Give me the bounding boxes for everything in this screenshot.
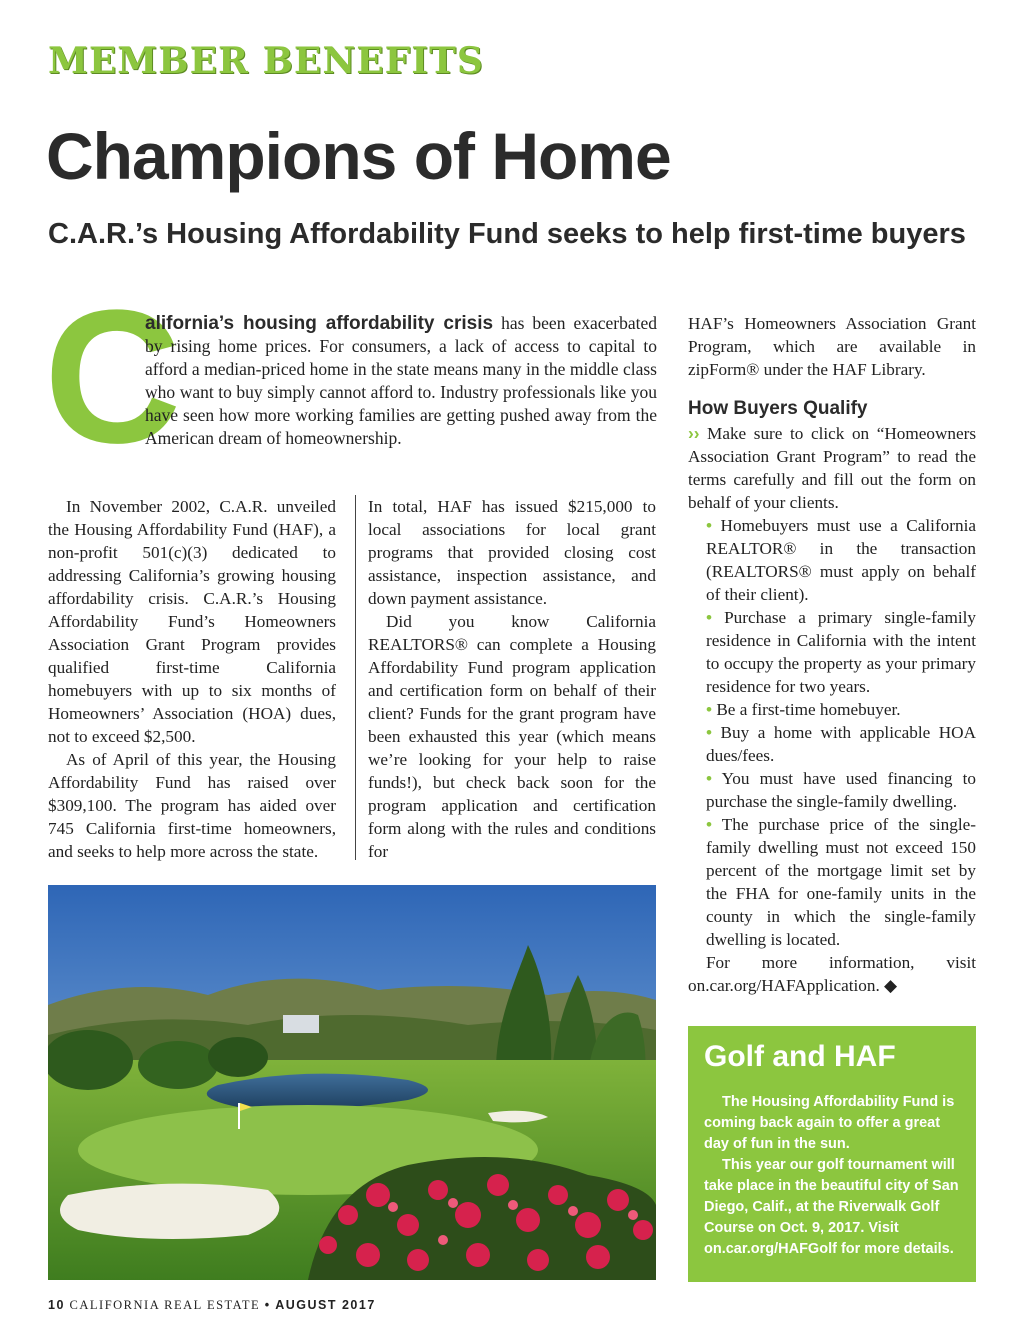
column2-paragraph-2: Did you know California REALTORS® can complete a Housing Affordability Fund program application and certification form on behalf of their client? Funds for the grant program have been exhausted this year (which means we’re looking for your help to raise funds!), but check back soon for the program application and certification form along with the rules and conditions for [368,612,656,861]
column3-intro: HAF’s Homeowners Association Grant Program, which are available in zipForm® under the HAF Library. [688,314,976,379]
instruction-text: Make sure to click on “Homeowners Association Grant Program” to read the terms carefully and fill out the form on behalf of your clients. [688,424,977,512]
column1-paragraph-2: As of April of this year, the Housing Affordability Fund has raised over $309,100. The program has aided over 745 California first-time homeowners, and seeks to help more across the state. [48,750,336,861]
golf-sidebar-title: Golf and HAF [704,1040,896,1073]
bullet-dot-icon: • [706,769,713,788]
bullet-dot-icon: • [706,815,713,834]
issue-date: AUGUST 2017 [275,1298,376,1312]
article-column-1 [48,495,336,863]
column-divider [355,495,356,860]
qualify-bullet [688,767,976,813]
qualify-bullet [688,606,976,698]
bullet-dot-icon: • [706,700,713,719]
column3-closing: For more information, visit on.car.org/HAFApplication. ◆ [688,953,976,995]
golf-course-illustration [48,885,656,1280]
qualify-bullet [688,813,976,951]
page-title: Champions of Home [46,119,671,193]
column2-paragraph-1: In total, HAF has issued $215,000 to local associations for local grant programs that provided closing cost assistance, inspection assistance, and down payment assistance. [368,497,656,608]
drop-cap: C [44,271,182,483]
qualify-bullet [688,698,976,721]
qualify-bullet [688,721,976,767]
footer-separator: • [264,1298,271,1312]
column3-instruction [688,422,976,514]
bullet-text: Homebuyers must use a California REALTOR® in the transaction (REALTORS® must apply on behalf of their client). [706,516,976,604]
bullet-dot-icon: • [706,723,713,742]
publication-name: CALIFORNIA REAL ESTATE [69,1298,261,1312]
section-label: MEMBER BENEFITS [48,40,484,82]
bullet-text: You must have used financing to purchase the single-family dwelling. [706,769,976,811]
golf-course-photo [48,885,656,1280]
golf-sidebar-text [704,1092,964,1260]
golf-sidebar-paragraph-1: The Housing Affordability Fund is coming back again to offer a great day of fun in the sun. [704,1094,955,1152]
page-footer [48,1298,376,1313]
lead-bold-start: alifornia’s housing affordability crisis [145,313,494,334]
page-number: 10 [48,1298,65,1312]
qualify-bullet [688,514,976,606]
page-subtitle: C.A.R.’s Housing Affordability Fund seeks to help first-time buyers [48,218,966,250]
article-column-3 [688,312,976,997]
how-buyers-qualify-heading: How Buyers Qualify [688,398,868,419]
lead-paragraph [145,312,657,450]
bullet-dot-icon: • [706,516,713,535]
bullet-text: Buy a home with applicable HOA dues/fees. [706,723,976,765]
column1-paragraph-1: In November 2002, C.A.R. unveiled the Housing Affordability Fund (HAF), a non-profit 501(c)(3) dedicated to addressing California’s growing housing affordability crisis. C.A.R.’s Housing Affordability Fund’s Homeowners Association Grant Program provides qualified first-time California homebuyers with up to six months of Homeowners’ Association (HOA) dues, not to exceed $2,500. [48,497,336,746]
golf-sidebar-paragraph-2: This year our golf tournament will take place in the beautiful city of San Diego, Calif., at the Riverwalk Golf Course on Oct. 9, 2017. Visit on.car.org/HAFGolf for more details. [704,1157,959,1257]
golf-sidebar [688,1026,976,1282]
bullet-text: Purchase a primary single-family residence in California with the intent to occupy the property as your primary residence for two years. [706,608,976,696]
article-column-2 [368,495,656,863]
lead-text: has been exacerbated by rising home prices. For consumers, a lack of access to capital to afford a median-priced home in the state means many in the middle class who want to buy simply cannot afford to. Industry professionals like you have seen how more working families are getting pushed away from the American dream of homeownership. [145,313,658,448]
bullet-text: The purchase price of the single-family dwelling must not exceed 150 percent of the mortgage limit set by the FHA for one-family units in the county in which the single-family dwelling is located. [706,815,976,949]
bullet-dot-icon: • [706,608,713,627]
bullet-text: Be a first-time homebuyer. [716,700,901,719]
chevron-right-icon: ›› [688,423,700,443]
